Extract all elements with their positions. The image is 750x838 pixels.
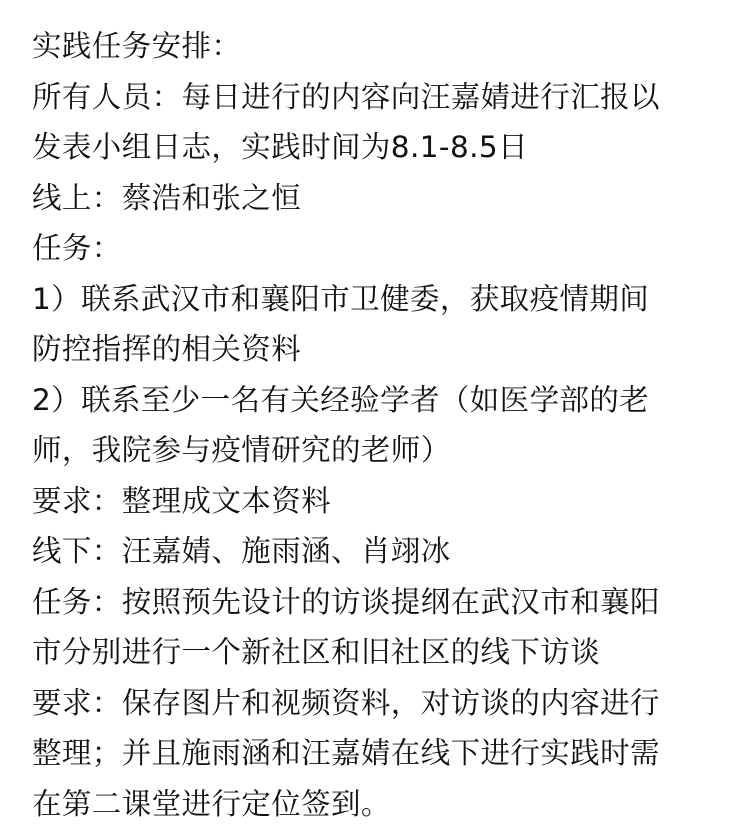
text-line: 防控指挥的相关资料 xyxy=(32,332,302,366)
text-line: 2）联系至少一名有关经验学者（如医学部的老 xyxy=(32,382,650,417)
text-line-title: 实践任务安排： xyxy=(32,29,242,63)
text-line: 线上：蔡浩和张之恒 xyxy=(32,180,302,215)
text-line: 要求：保存图片和视频资料，对访谈的内容进行 xyxy=(32,685,660,720)
text-line: 市分别进行一个新社区和旧社区的线下访谈 xyxy=(32,635,601,669)
text-line: 整理；并且施雨涵和汪嘉婧在线下进行实践时需 xyxy=(32,736,660,770)
text-line: 发表小组日志，实践时间为8.1-8.5日 xyxy=(32,130,528,164)
task-arrangement-text xyxy=(32,21,732,829)
text-line: 1）联系武汉市和襄阳市卫健委，获取疫情期间 xyxy=(32,281,650,316)
text-line: 所有人员：每日进行的内容向汪嘉婧进行汇报以 xyxy=(32,79,660,114)
text-line: 任务：按照预先设计的访谈提纲在武汉市和襄阳 xyxy=(32,584,660,619)
text-line: 线下：汪嘉婧、施雨涵、肖翊冰 xyxy=(32,534,451,568)
text-line: 要求：整理成文本资料 xyxy=(32,483,332,518)
text-line: 师，我院参与疫情研究的老师） xyxy=(32,433,451,467)
text-line: 在第二课堂进行定位签到。 xyxy=(32,786,391,821)
text-line: 任务： xyxy=(32,231,122,265)
